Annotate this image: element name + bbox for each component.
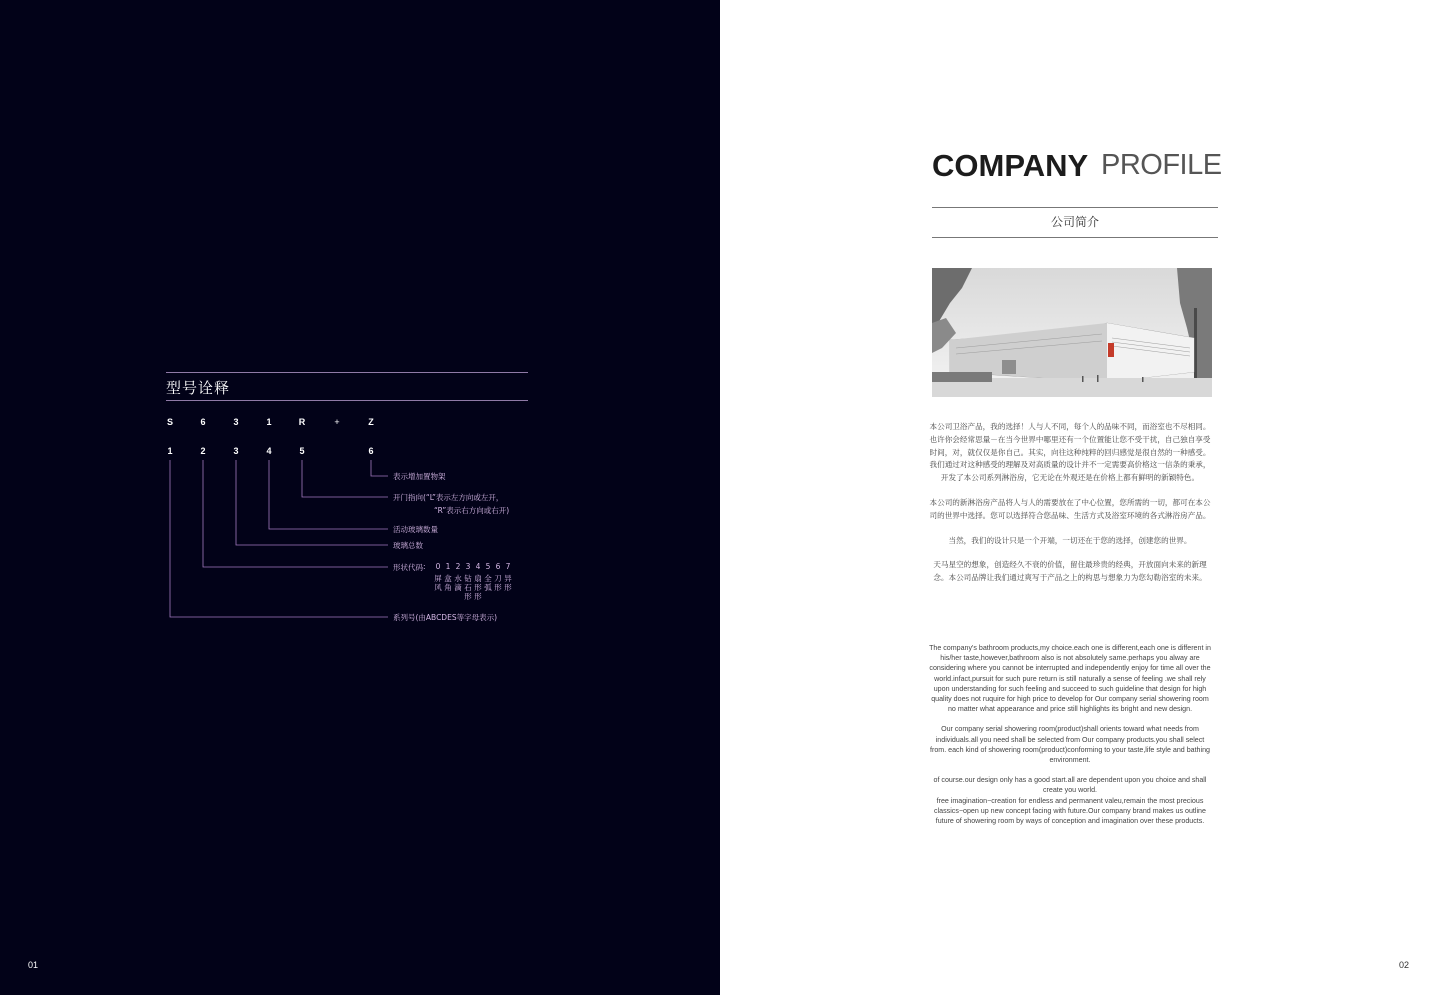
title-profile: PROFILE [1101,149,1222,181]
shape-code-4: 4 扇 形 形 [474,562,482,601]
legend-shape-code: 形状代码 [393,563,423,572]
position-number-3: 3 [233,446,239,456]
code-char-z: Z [368,417,374,427]
shape-code-7: 7 异 形 [504,562,512,592]
cn-paragraph-3: 当然，我们的设计只是一个开端，一切还在于您的选择，创建您的世界。 [948,535,1192,545]
en-paragraph-4: free imagination−creation for endless and permanent valeu,remain the most precious classics−open up new concept facing with future.Our company brand makes us outline future of showering room by ways of conception and imagination over these products. [934,796,1206,826]
legend-total-glass: 玻璃总数 [393,541,423,550]
en-paragraph-1: The company's bathroom products,my choice.each one is different,each one is different in his/her taste,however,bathroom also is not absolutely same.perhaps you alway are considering where you cannot be interrupted and independently enjoy for time all over the world.infact,pursuit for such pure return is still naturally a sense of feeling .we shall rely upon understanding for such feeling and succeed to such guideline that design for high quality does not ruquire for high price to develop for Our company serial showering room no matter what appearance and price still highlights its bright and new design. [929,644,1211,714]
connector-3 [236,460,388,545]
legend-door-direction-line2: “R”表示右方向或右开) [434,506,510,515]
shape-code-1: 1 盒 角 [444,562,452,592]
position-number-2: 2 [200,446,206,456]
en-paragraph-3: of course.our design only has a good start.all are dependent upon you choice and shall create you world. [933,776,1207,795]
position-number-4: 4 [266,446,272,456]
shape-code-5: 5 全 弧 [484,562,492,592]
position-number-1: 1 [167,446,173,456]
code-char-plus: + [334,417,340,427]
cn-paragraph-4: 天马星空的想象，创造经久不衰的价值，留住最珍贵的经典，开放面向未来的新理念。本公司品牌让我们通过爽写于产品之上的构思与想象力为您勾勒浴室的未来。 [933,560,1207,583]
page-number-right: 02 [1399,960,1410,970]
en-paragraph-2: Our company serial showering room(product)shall orients toward what needs from individuals.all you need shall be selected from Our company products.you shall select from. each kind of showering room(product)conforming to your taste,life style and bathing environment. [930,725,1210,765]
shape-code-3: 3 钻 石 形 [464,562,472,601]
subtitle: 公司简介 [1050,215,1099,229]
connector-4 [269,460,388,529]
legend-series: 系列号(由ABCDES等字母表示) [393,613,498,622]
legend-shape-colon: : [423,562,426,571]
cn-paragraph-1: 本公司卫浴产品，我的选择！人与人不同，每个人的品味不同，而浴室也不尽相同。也许你会经常思量－在当今世界中哪里还有一个位置能让您不受干扰，自己独自享受时间，对，就仅仅是你自己。其实，向往这种纯粹的回归感觉是很自然的一种感受。我们通过对这种感受的理解及对高质量的设计并不一定需要高价格这一信条的秉承，开发了本公司系列淋浴房，它无论在外观还是在价格上都有鲜明的新颖特色。 [929,422,1211,483]
connector-2 [203,460,388,567]
title-company: COMPANY [932,148,1089,183]
code-char-3: 3 [233,417,239,427]
cn-paragraph-2: 本公司的新淋浴房产品将人与人的需要放在了中心位置，您所需的一切，都可在本公司的世界中选择。您可以选择符合您品味、生活方式及浴室环境的各式淋浴房产品。 [929,497,1211,520]
factory-building-photo [932,268,1212,397]
shape-code-0: 0 屏 风 [434,562,442,592]
subtitle-bottom-rule [932,237,1218,238]
position-number-5: 5 [299,446,305,456]
legend-door-direction-line1: 开门指向(“L”表示左方向或左开， [393,493,504,502]
legend-movable-glass: 活动玻璃数量 [393,525,438,534]
legend-shelf: 表示增加置物架 [393,472,446,481]
section-title: 型号诠释 [166,379,231,397]
shape-code-2: 2 水 滴 [454,562,462,592]
shape-code-6: 6 刀 形 [494,562,502,592]
position-number-6: 6 [368,446,374,456]
page-number-left: 01 [28,960,39,970]
connector-6 [371,460,388,476]
company-intro-english [929,643,1211,836]
company-intro-chinese [929,421,1211,597]
code-char-r: R [298,417,306,427]
code-char-6: 6 [200,417,206,427]
subtitle-top-rule [932,207,1218,208]
code-char-s: S [166,417,173,427]
code-char-1: 1 [266,417,272,427]
connector-5 [302,460,388,497]
